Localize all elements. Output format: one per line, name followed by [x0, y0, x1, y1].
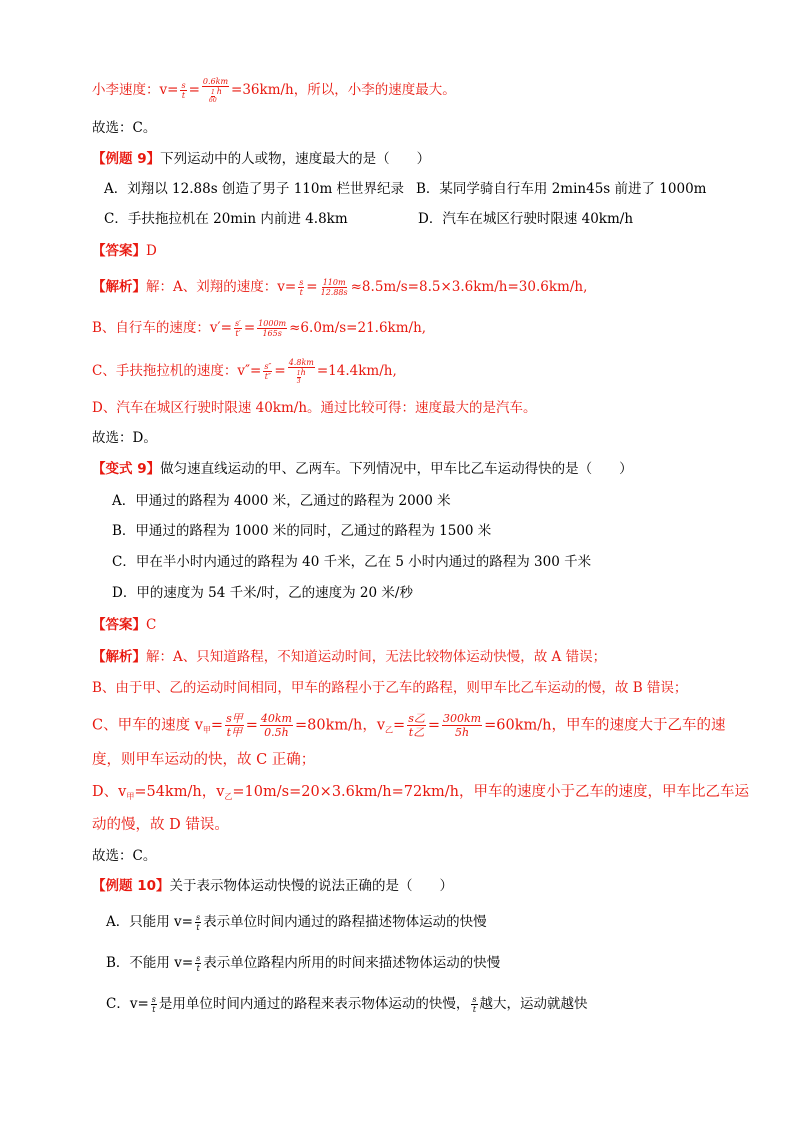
answer-value: D — [146, 243, 157, 259]
fraction: $\frac{300km}{5h}$ — [443, 712, 482, 739]
variant-9-tag: 【变式 9】 — [92, 461, 161, 477]
option-c: C．v= $\frac{s}{t}$ 是用单位时间内通过的路程来表示物体运动的快慢， $\frac{s}{t}$ 越大，运动就越快 — [106, 995, 588, 1014]
fraction: $\frac{s''}{t''}$ — [264, 362, 272, 381]
fraction: $\frac{110m}{12.88s}$ — [320, 278, 348, 297]
analysis-b: B、自行车的速度：v′= $\frac{s'}{t'}$ = $\frac{1000m}{165s}$ ≈6.0m/s=21.6km/h, — [92, 319, 427, 338]
fraction: $\frac{\text{s甲}}{\text{t甲}}$ — [226, 712, 243, 739]
analysis-a: 【解析】解：A、刘翔的速度：v= $\frac{s}{t}$ = $\frac{110m}{12.88s}$ ≈8.5m/s=8.5×3.6km/h=30.6km/h, — [92, 278, 588, 297]
analysis-d-continued: 动的慢，故 D 错误。 — [92, 817, 229, 833]
option-a: A．甲通过的路程为 4000 米，乙通过的路程为 2000 米 — [112, 493, 451, 509]
analysis-d: D、$v_甲=54km/h$，$v_乙=10m/s=20\times 3.6km/h=72km/h$，甲车的速度小于乙车的速度，甲车比乙车运 — [92, 784, 749, 801]
fraction: 4.8km $\frac{1}{3}$ h — [288, 358, 314, 385]
example-10-tag: 【例题 10】 — [92, 878, 170, 894]
question-text: 下列运动中的人或物，速度最大的是（ ） — [160, 151, 431, 167]
choice-line: 故选：D。 — [92, 430, 157, 446]
analysis-c: C、手扶拖拉机的速度：v″= $\frac{s''}{t''}$ = 4.8km $\frac{1}{3}$ h =14.4km/h, — [92, 358, 397, 385]
example-10-question — [92, 876, 733, 896]
text: =36km/h，所以，小李的速度最大。 — [231, 82, 456, 98]
option-c: C．手扶拖拉机在 20min 内前进 4.8km — [104, 211, 348, 227]
fraction: $\frac{s}{t}$ — [472, 995, 477, 1014]
option-c: C．甲在半小时内通过的路程为 40 千米，乙在 5 小时内通过的路程为 300 千米 — [112, 554, 592, 570]
fraction: 0.6km $\frac{1}{60}$ h — [202, 77, 229, 104]
option-a: A．刘翔以 12.88s 创造了男子 110m 栏世界纪录 — [104, 181, 405, 197]
fraction: $\frac{s}{t}$ — [181, 81, 186, 100]
fraction: $\frac{s}{t}$ — [151, 995, 156, 1014]
option-d: D．甲的速度为 54 千米/时，乙的速度为 20 米/秒 — [112, 585, 413, 601]
analysis-c: C、甲车的速度 $v_甲=$ $\frac{\text{s甲}}{\text{t甲}}$ = $\frac{40km}{0.5h}$ =80km/h，$v_乙=$ $\frac{\text{s乙}}{\text{t乙}}$ = $\frac{300km}{5h}$ =60km/h，甲车的速度大于乙车的速 — [92, 712, 726, 739]
option-a: A．只能用 v= $\frac{s}{t}$ 表示单位时间内通过的路程描述物体运动的快慢 — [106, 913, 487, 932]
analysis-tag: 【解析】 — [92, 649, 146, 665]
variant-9-answer — [92, 615, 733, 635]
option-b: B．甲通过的路程为 1000 米的同时，乙通过的路程为 1500 米 — [112, 523, 492, 539]
text: 小李速度：v= — [92, 82, 179, 98]
answer-value: C — [146, 617, 157, 633]
option-b: B．某同学骑自行车用 2min45s 前进了 1000m — [416, 181, 707, 197]
fraction: $\frac{s}{t}$ — [195, 913, 201, 932]
fraction: $\frac{1000m}{165s}$ — [258, 319, 287, 338]
analysis-b: B、由于甲、乙的运动时间相同，甲车的路程小于乙车的路程，则甲车比乙车运动的慢，故 B 错误； — [92, 680, 688, 696]
example-9-question — [92, 149, 733, 169]
analysis-tag: 【解析】 — [92, 279, 146, 295]
choice-line: 故选：C。 — [92, 120, 157, 136]
fraction: $\frac{40km}{0.5h}$ — [260, 712, 292, 739]
fraction: $\frac{s'}{t'}$ — [234, 319, 241, 338]
analysis-a: 【解析】解：A、只知道路程，不知道运动时间，无法比较物体运动快慢，故 A 错误； — [92, 649, 607, 665]
top-speed-line: 小李速度：v= $\frac{s}{t}$ = 0.6km $\frac{1}{60}$ h =36km/h，所以，小李的速度最大。 — [92, 77, 456, 104]
answer-tag: 【答案】 — [92, 243, 146, 259]
question-text: 关于表示物体运动快慢的说法正确的是（ ） — [169, 878, 453, 894]
fraction: $\frac{\text{s乙}}{\text{t乙}}$ — [408, 712, 425, 739]
option-b: B．不能用 v= $\frac{s}{t}$ 表示单位路程内所用的时间来描述物体运动的快慢 — [106, 954, 501, 973]
option-d: D．汽车在城区行驶时限速 40km/h — [418, 211, 634, 227]
analysis-d: D、汽车在城区行驶时限速 40km/h。通过比较可得：速度最大的是汽车。 — [92, 400, 537, 416]
question-text: 做匀速直线运动的甲、乙两车。下列情况中，甲车比乙车运动得快的是（ ） — [160, 461, 633, 477]
fraction: $\frac{s}{t}$ — [196, 954, 201, 973]
answer-tag: 【答案】 — [92, 617, 146, 633]
example-9-tag: 【例题 9】 — [92, 151, 161, 167]
choice-line: 故选：C。 — [92, 848, 157, 864]
variant-9-question — [92, 459, 733, 479]
analysis-c-continued: 度，则甲车运动的快，故 C 正确； — [92, 752, 316, 768]
example-9-answer — [92, 241, 733, 261]
fraction: $\frac{s}{t}$ — [299, 278, 304, 297]
